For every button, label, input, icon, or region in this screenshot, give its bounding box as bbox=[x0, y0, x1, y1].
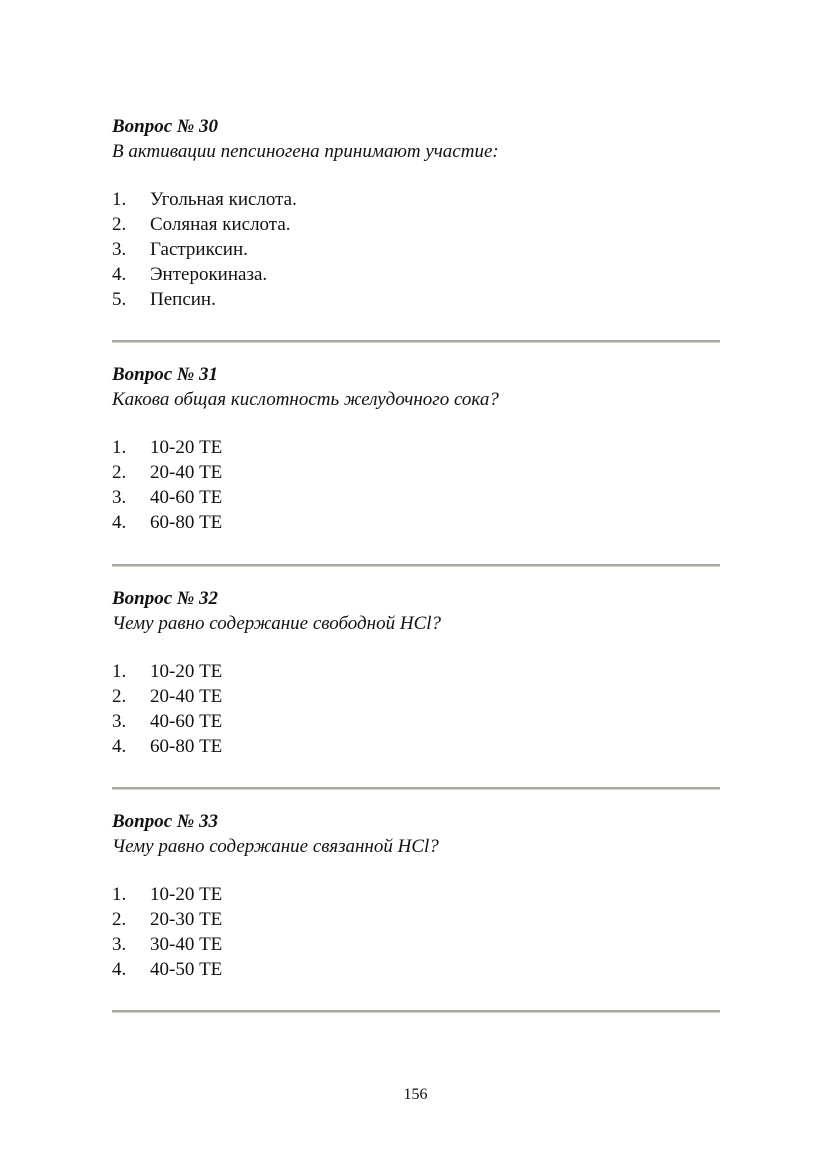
option-text: 40-50 ТЕ bbox=[150, 959, 223, 980]
option-text: 40-60 ТЕ bbox=[150, 711, 223, 732]
option-text: 10-20 ТЕ bbox=[150, 437, 223, 458]
answer-option bbox=[112, 907, 720, 932]
answer-option bbox=[112, 684, 720, 709]
option-number: 1. bbox=[112, 189, 127, 210]
divider-line bbox=[112, 340, 720, 343]
answer-option bbox=[112, 734, 720, 759]
option-text: 20-40 ТЕ bbox=[150, 686, 223, 707]
question-block-32 bbox=[112, 586, 720, 759]
option-number: 3. bbox=[112, 239, 127, 260]
answer-option bbox=[112, 187, 720, 212]
question-title: Вопрос № 32 bbox=[112, 588, 219, 609]
answer-option bbox=[112, 932, 720, 957]
option-text: Энтерокиназа. bbox=[150, 264, 268, 285]
option-number: 1. bbox=[112, 884, 127, 905]
option-text: Гастриксин. bbox=[150, 239, 248, 260]
question-title: Вопрос № 31 bbox=[112, 364, 219, 385]
divider-line bbox=[112, 1010, 720, 1013]
question-title: Вопрос № 33 bbox=[112, 811, 219, 832]
divider-line bbox=[112, 564, 720, 567]
option-number: 4. bbox=[112, 736, 127, 757]
option-text: Соляная кислота. bbox=[150, 214, 291, 235]
answer-option bbox=[112, 212, 720, 237]
answer-option bbox=[112, 287, 720, 312]
option-number: 3. bbox=[112, 487, 127, 508]
option-text: 10-20 ТЕ bbox=[150, 884, 223, 905]
answer-option bbox=[112, 659, 720, 684]
divider-line bbox=[112, 787, 720, 790]
option-text: Угольная кислота. bbox=[150, 189, 297, 210]
option-number: 2. bbox=[112, 686, 127, 707]
option-number: 4. bbox=[112, 512, 127, 533]
answer-option bbox=[112, 485, 720, 510]
answer-options bbox=[112, 187, 720, 312]
page-number: 156 bbox=[403, 1086, 428, 1103]
option-number: 3. bbox=[112, 934, 127, 955]
answer-option bbox=[112, 435, 720, 460]
question-block-30 bbox=[112, 114, 720, 312]
question-title: Вопрос № 30 bbox=[112, 116, 219, 137]
option-text: 40-60 ТЕ bbox=[150, 487, 223, 508]
answer-option bbox=[112, 460, 720, 485]
answer-option bbox=[112, 882, 720, 907]
option-text: 10-20 ТЕ bbox=[150, 661, 223, 682]
option-number: 2. bbox=[112, 462, 127, 483]
option-number: 1. bbox=[112, 437, 127, 458]
option-number: 3. bbox=[112, 711, 127, 732]
option-text: Пепсин. bbox=[150, 289, 216, 310]
answer-option bbox=[112, 709, 720, 734]
answer-option bbox=[112, 510, 720, 535]
question-text: Чему равно содержание связанной HCl? bbox=[112, 836, 439, 857]
question-text: Какова общая кислотность желудочного сока? bbox=[112, 389, 499, 410]
option-text: 60-80 ТЕ bbox=[150, 512, 223, 533]
answer-options bbox=[112, 659, 720, 759]
option-number: 2. bbox=[112, 214, 127, 235]
answer-options bbox=[112, 882, 720, 982]
answer-option bbox=[112, 262, 720, 287]
option-text: 20-40 ТЕ bbox=[150, 462, 223, 483]
answer-options bbox=[112, 435, 720, 535]
option-number: 4. bbox=[112, 264, 127, 285]
answer-option bbox=[112, 237, 720, 262]
question-text: В активации пепсиногена принимают участие: bbox=[112, 141, 499, 162]
option-number: 5. bbox=[112, 289, 127, 310]
option-text: 30-40 ТЕ bbox=[150, 934, 223, 955]
option-number: 4. bbox=[112, 959, 127, 980]
option-text: 20-30 ТЕ bbox=[150, 909, 223, 930]
question-text: Чему равно содержание свободной HCl? bbox=[112, 613, 442, 634]
option-text: 60-80 ТЕ bbox=[150, 736, 223, 757]
answer-option bbox=[112, 957, 720, 982]
option-number: 1. bbox=[112, 661, 127, 682]
option-number: 2. bbox=[112, 909, 127, 930]
question-block-31 bbox=[112, 362, 720, 535]
question-block-33 bbox=[112, 809, 720, 982]
